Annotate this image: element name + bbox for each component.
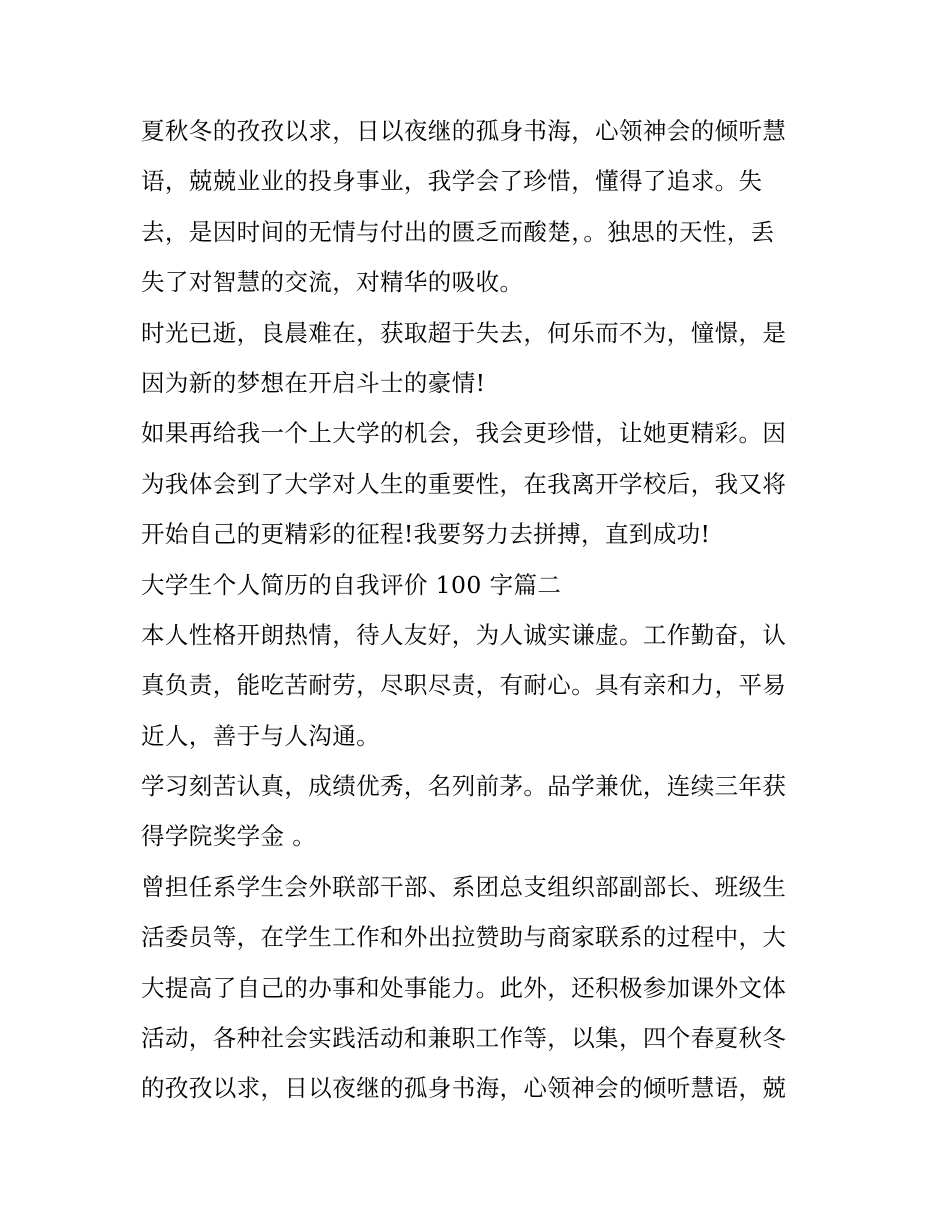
text-line: 活委员等，在学生工作和外出拉赞助与商家联系的过程中，大	[141, 923, 787, 952]
text-line: 去，是因时间的无情与付出的匮乏而酸楚，。独思的天性，丢	[141, 217, 775, 246]
text-line: 真负责，能吃苦耐劳，尽职尽责，有耐心。具有亲和力，平易	[141, 671, 787, 700]
text-line: 语，兢兢业业的投身事业，我学会了珍惜，懂得了追求。失	[141, 167, 763, 196]
text-line: 大提高了自己的办事和处事能力。此外，还积极参加课外文体	[141, 973, 787, 1002]
text-line: 因为新的梦想在开启斗士的豪情!	[141, 368, 486, 397]
section-heading: 大学生个人简历的自我评价 100 字篇二	[141, 570, 562, 599]
text-line: 如果再给我一个上大学的机会，我会更珍惜，让她更精彩。因	[141, 419, 787, 448]
text-line: 夏秋冬的孜孜以求，日以夜继的孤身书海，心领神会的倾听慧	[141, 117, 787, 145]
text-line: 学习刻苦认真，成绩优秀，名列前茅。品学兼优，连续三年获	[141, 772, 787, 801]
text-line: 为我体会到了大学对人生的重要性，在我离开学校后，我又将	[141, 469, 787, 498]
text-line: 的孜孜以求，日以夜继的孤身书海，心领神会的倾听慧语，兢	[141, 1074, 787, 1103]
text-line: 曾担任系学生会外联部干部、系团总支组织部副部长、班级生	[141, 872, 787, 901]
text-line: 近人，善于与人沟通。	[141, 721, 380, 750]
text-line: 本人性格开朗热情，待人友好，为人诚实谦虚。工作勤奋，认	[141, 620, 787, 649]
text-line: 活动，各种社会实践活动和兼职工作等，以集，四个春夏秋冬	[141, 1024, 787, 1053]
text-line: 开始自己的更精彩的征程!我要努力去拼搏，直到成功!	[141, 520, 711, 549]
text-line: 得学院奖学金 。	[141, 822, 317, 851]
text-line: 失了对智慧的交流，对精华的吸收。	[141, 268, 524, 297]
document-body	[141, 106, 821, 1114]
text-line: 时光已逝，良晨难在，获取超于失去，何乐而不为，憧憬，是	[141, 318, 787, 347]
